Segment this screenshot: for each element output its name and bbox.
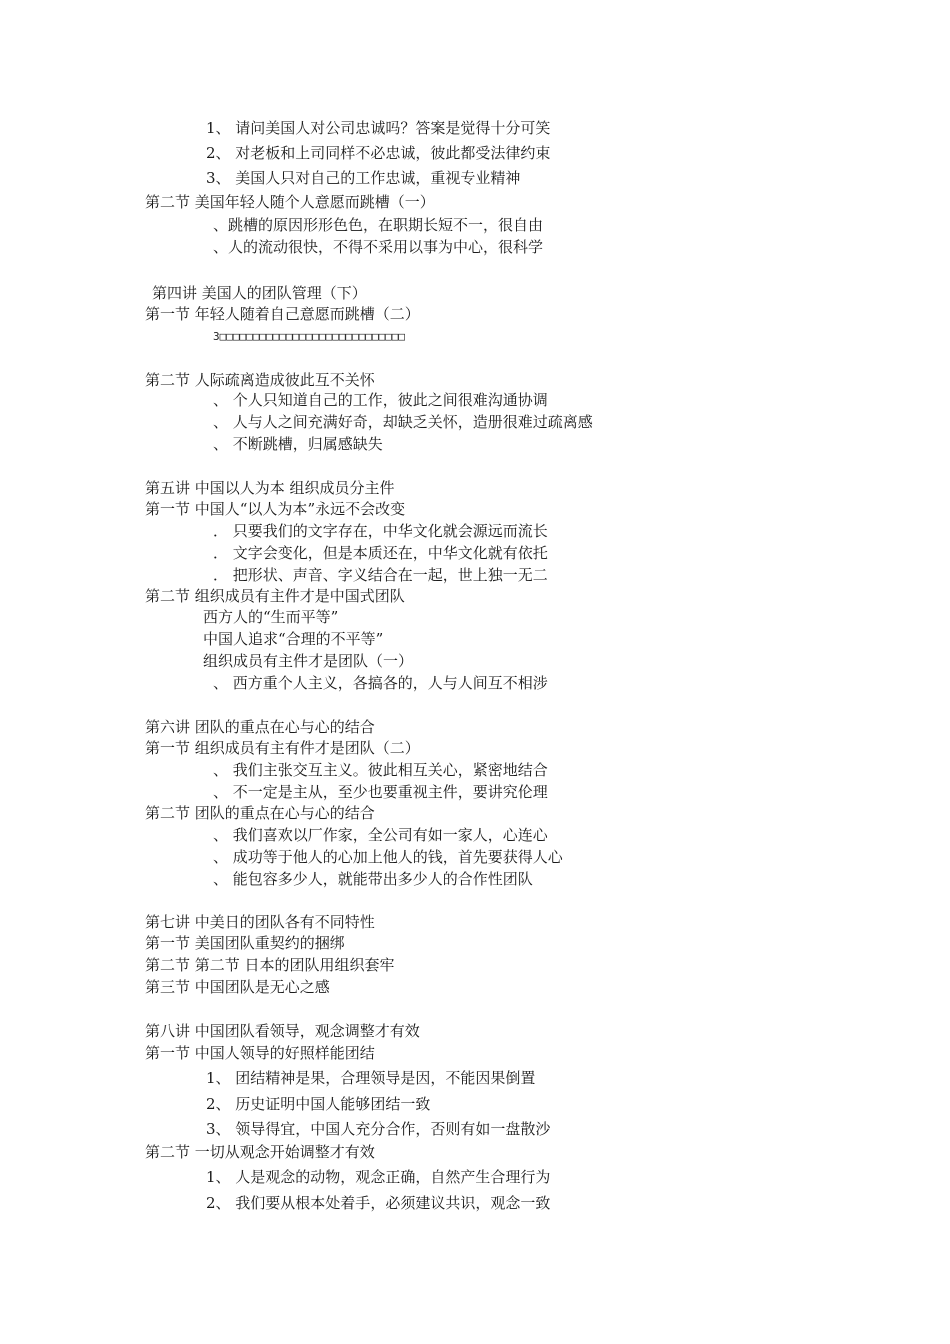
- section-heading: 第二节 一切从观念开始调整才有效: [145, 1143, 375, 1161]
- list-item: 1、 团结精神是果，合理领导是因，不能因果倒置: [206, 1069, 536, 1087]
- list-item: 1、 人是观念的动物，观念正确，自然产生合理行为: [206, 1168, 551, 1186]
- lecture-heading: 第四讲 美国人的团队管理（下）: [152, 284, 367, 302]
- paragraph-line: 西方人的“生而平等”: [203, 608, 339, 626]
- list-item: 、 人与人之间充满好奇，却缺乏关怀，造册很难过疏离感: [213, 413, 593, 431]
- lecture-heading: 第六讲 团队的重点在心与心的结合: [145, 718, 375, 736]
- section-heading: 第一节 美国团队重契约的捆绑: [145, 934, 345, 952]
- section-heading: 第二节 人际疏离造成彼此互不关怀: [145, 371, 375, 389]
- list-item: 、 我们喜欢以厂作家，全公司有如一家人，心连心: [213, 826, 548, 844]
- lecture-heading: 第七讲 中美日的团队各有不同特性: [145, 913, 375, 931]
- lecture-heading: 第五讲 中国以人为本 组织成员分主件: [145, 479, 395, 497]
- list-item: 、跳槽的原因形形色色，在职期长短不一，很自由: [213, 216, 544, 234]
- list-item: ． 把形状、声音、字义结合在一起，世上独一无二: [213, 566, 548, 584]
- list-item: 、 我们主张交互主义。彼此相互关心，紧密地结合: [213, 761, 548, 779]
- paragraph-line: 中国人追求“合理的不平等”: [203, 630, 384, 648]
- section-heading: 第三节 中国团队是无心之感: [145, 978, 330, 996]
- list-item: 、 成功等于他人的心加上他人的钱，首先要获得人心: [213, 848, 563, 866]
- paragraph-line: 组织成员有主件才是团队（一）: [203, 652, 414, 670]
- section-heading: 第一节 组织成员有主有件才是团队（二）: [145, 739, 420, 757]
- garbled-text: 3□□□□□□□□□□□□□□□□□□□□□□□□□□□□: [213, 330, 406, 343]
- list-item: 3、 美国人只对自己的工作忠诚，重视专业精神: [206, 169, 521, 187]
- list-item: 2、 我们要从根本处着手，必须建议共识，观念一致: [206, 1194, 551, 1212]
- section-heading: 第二节 美国年轻人随个人意愿而跳槽（一）: [145, 193, 435, 211]
- list-item: 1、 请问美国人对公司忠诚吗？答案是觉得十分可笑: [206, 119, 551, 137]
- list-item: ． 文字会变化，但是本质还在，中华文化就有依托: [213, 544, 548, 562]
- list-item: 、 西方重个人主义，各搞各的，人与人间互不相涉: [213, 674, 548, 692]
- list-item: 、 不断跳槽，归属感缺失: [213, 435, 383, 453]
- section-heading: 第二节 团队的重点在心与心的结合: [145, 804, 375, 822]
- list-item: 、 能包容多少人，就能带出多少人的合作性团队: [213, 870, 533, 888]
- section-heading: 第二节 组织成员有主件才是中国式团队: [145, 587, 405, 605]
- section-heading: 第一节 中国人“以人为本”永远不会改变: [145, 500, 406, 518]
- list-item: 、人的流动很快，不得不采用以事为中心，很科学: [213, 238, 544, 256]
- list-item: 3、 领导得宜，中国人充分合作，否则有如一盘散沙: [206, 1120, 551, 1138]
- list-item: 、 不一定是主从，至少也要重视主件，要讲究伦理: [213, 783, 548, 801]
- section-heading: 第一节 年轻人随着自己意愿而跳槽（二）: [145, 305, 420, 323]
- list-item: 、 个人只知道自己的工作，彼此之间很难沟通协调: [213, 391, 548, 409]
- list-item: 2、 历史证明中国人能够团结一致: [206, 1095, 431, 1113]
- lecture-heading: 第八讲 中国团队看领导，观念调整才有效: [145, 1022, 420, 1040]
- section-heading: 第一节 中国人领导的好照样能团结: [145, 1044, 375, 1062]
- list-item: 2、 对老板和上司同样不必忠诚，彼此都受法律约束: [206, 144, 551, 162]
- list-item: ． 只要我们的文字存在，中华文化就会源远而流长: [213, 522, 548, 540]
- section-heading: 第二节 第二节 日本的团队用组织套牢: [145, 956, 395, 974]
